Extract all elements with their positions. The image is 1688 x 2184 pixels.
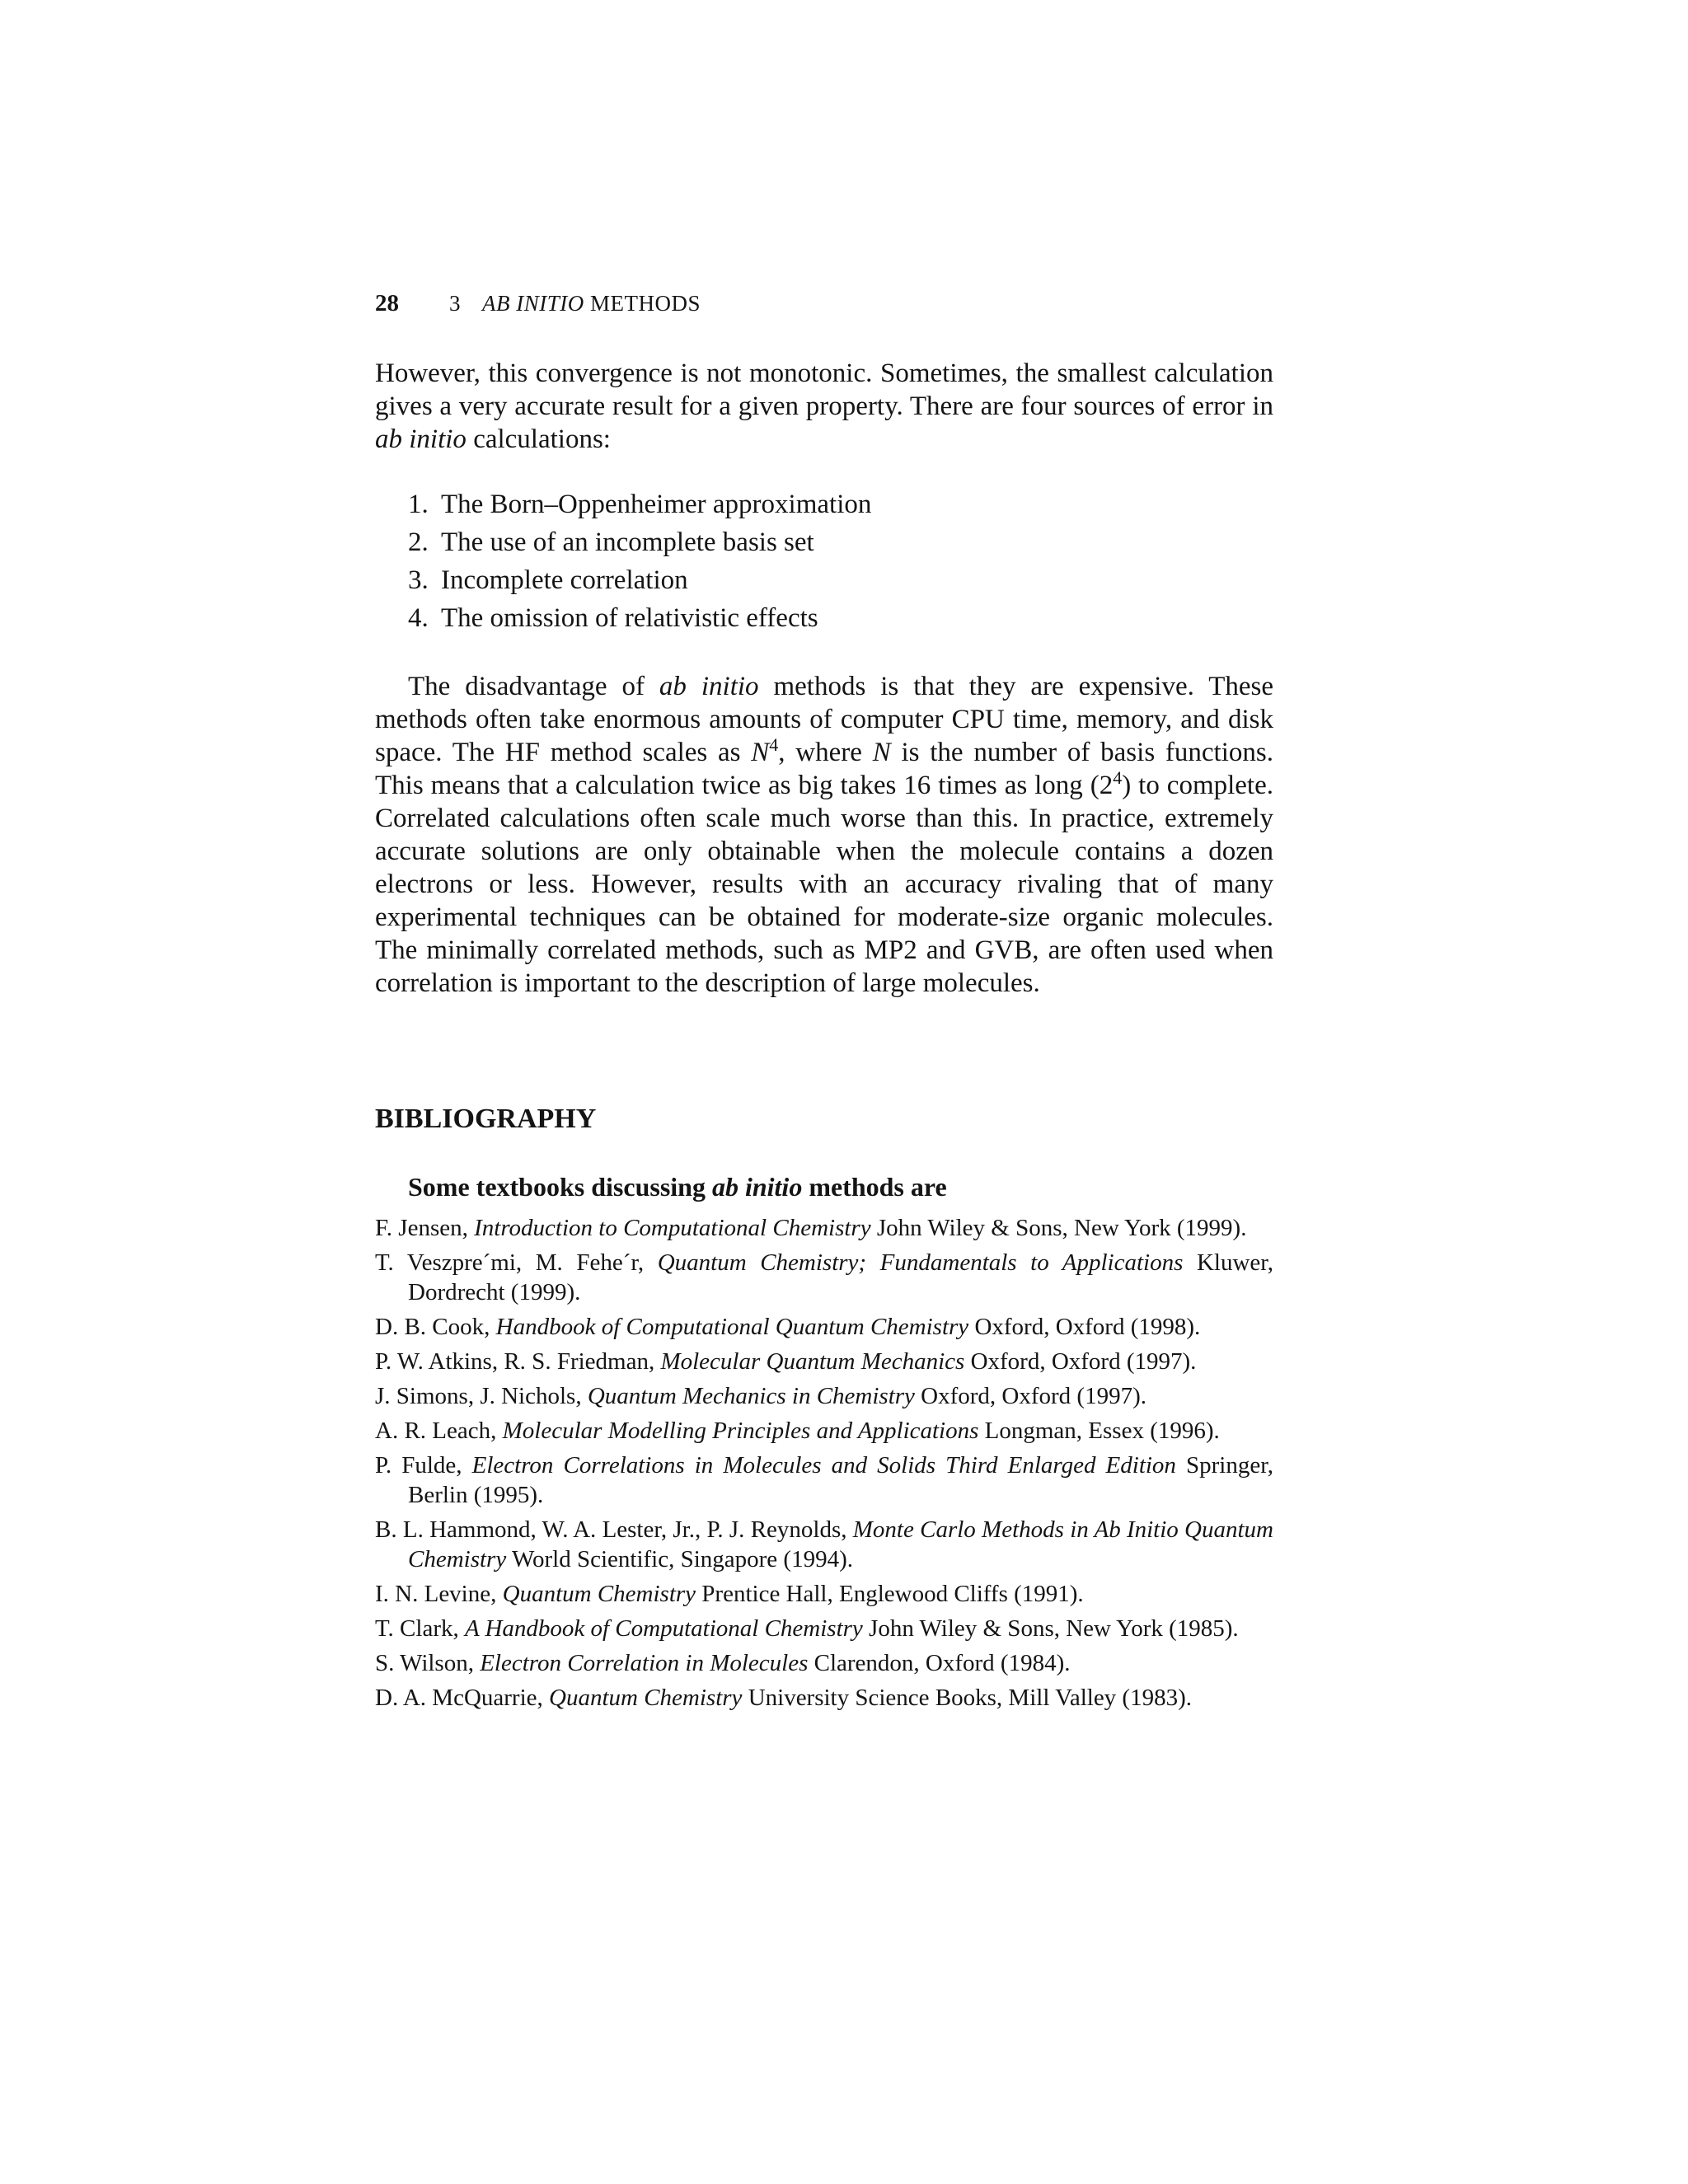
- reference-title: Quantum Chemistry; Fundamentals to Applications: [657, 1249, 1184, 1276]
- math-variable: N: [872, 738, 891, 767]
- reference-authors: B. L. Hammond, W. A. Lester, Jr., P. J. Reynolds,: [375, 1516, 853, 1543]
- reference-publisher: John Wiley & Sons, New York (1999).: [870, 1215, 1247, 1241]
- chapter-title: [482, 287, 701, 320]
- reference-list: [375, 1213, 1273, 1713]
- reference-entry: [375, 1213, 1273, 1243]
- reference-title: Molecular Modelling Principles and Applications: [502, 1418, 979, 1444]
- text-run: is the number of basis functions. This means that a calculation twice as big takes 16 times as long (2: [375, 738, 1273, 800]
- reference-publisher: Oxford, Oxford (1997).: [964, 1348, 1197, 1375]
- reference-entry: [375, 1381, 1273, 1411]
- reference-authors: D. B. Cook,: [375, 1314, 496, 1340]
- reference-title: Monte Carlo Methods in Ab Initio Quantum Chemistry: [408, 1516, 1273, 1572]
- reference-entry: [375, 1648, 1273, 1678]
- reference-authors: J. Simons, J. Nichols,: [375, 1383, 588, 1409]
- reference-title: Electron Correlations in Molecules and Solids Third Enlarged Edition: [471, 1452, 1176, 1479]
- math-variable: N: [751, 738, 770, 767]
- text-run: The disadvantage of: [408, 672, 659, 701]
- text-run: ) to complete. Correlated calculations often scale much worse than this. In practice, extremely accurate solutions are only obtainable when the molecule contains a dozen electrons or less. However, results with an accuracy rivaling that of many experimental techniques can be obtained for moderate-size organic molecules. The minimally correlated methods, such as MP2 and GVB, are often used when correlation is important to the description of large molecules.: [375, 771, 1273, 998]
- italic-term: ab initio: [711, 1172, 803, 1202]
- reference-publisher: Longman, Essex (1996).: [978, 1418, 1220, 1444]
- reference-authors: P. Fulde,: [375, 1452, 472, 1479]
- list-text: The use of an incomplete basis set: [441, 527, 814, 557]
- reference-publisher: Kluwer, Dordrecht (1999).: [408, 1249, 1274, 1305]
- running-head: [375, 287, 1273, 320]
- book-page: [375, 287, 1273, 1718]
- exponent: 4: [769, 734, 779, 755]
- exponent: 4: [1113, 767, 1123, 788]
- reference-title: Introduction to Computational Chemistry: [474, 1215, 871, 1241]
- text-run: However, this convergence is not monotonic. Sometimes, the smallest calculation gives a very accurate result for a given property. There are four sources of error in: [375, 359, 1273, 421]
- paragraph-disadvantage: [375, 670, 1273, 1000]
- chapter-number: 3: [449, 291, 461, 316]
- reference-authors: A. R. Leach,: [375, 1418, 503, 1444]
- reference-entry: [375, 1683, 1273, 1713]
- reference-publisher: Clarendon, Oxford (1984).: [808, 1650, 1071, 1676]
- reference-title: A Handbook of Computational Chemistry: [465, 1615, 863, 1642]
- list-text: The omission of relativistic effects: [441, 603, 818, 633]
- reference-title: Handbook of Computational Quantum Chemistry: [495, 1314, 969, 1340]
- text-run: Some textbooks discussing: [408, 1172, 712, 1202]
- reference-authors: T. Clark,: [375, 1615, 465, 1642]
- reference-authors: P. W. Atkins, R. S. Friedman,: [375, 1348, 661, 1375]
- list-item: [408, 485, 1273, 523]
- reference-title: Quantum Mechanics in Chemistry: [587, 1383, 915, 1409]
- italic-term: ab initio: [375, 424, 467, 454]
- reference-entry: [375, 1416, 1273, 1446]
- reference-publisher: Oxford, Oxford (1997).: [914, 1383, 1147, 1409]
- reference-entry: [375, 1614, 1273, 1643]
- bibliography-intro: [408, 1170, 1273, 1203]
- reference-title: Molecular Quantum Mechanics: [660, 1348, 965, 1375]
- bibliography-heading: BIBLIOGRAPHY: [375, 1104, 597, 1134]
- chapter-title-rest: METHODS: [584, 291, 701, 316]
- text-run: methods are: [802, 1172, 947, 1202]
- paragraph-convergence: [375, 357, 1273, 456]
- text-run: calculations:: [466, 424, 611, 454]
- reference-title: Quantum Chemistry: [502, 1581, 696, 1607]
- reference-authors: T. Veszpre´mi, M. Fehe´r,: [375, 1249, 658, 1276]
- reference-entry: [375, 1312, 1273, 1342]
- list-number: 3.: [408, 565, 429, 595]
- list-number: 2.: [408, 527, 429, 557]
- reference-entry: [375, 1347, 1273, 1376]
- reference-authors: I. N. Levine,: [375, 1581, 503, 1607]
- reference-entry: [375, 1248, 1273, 1307]
- reference-authors: S. Wilson,: [375, 1650, 481, 1676]
- reference-publisher: University Science Books, Mill Valley (1983).: [742, 1685, 1192, 1711]
- text-run: , where: [778, 738, 873, 767]
- error-sources-list: [408, 485, 1273, 637]
- list-number: 4.: [408, 603, 429, 633]
- reference-entry: [375, 1579, 1273, 1609]
- chapter-title-italic: AB INITIO: [482, 291, 584, 316]
- reference-publisher: Prentice Hall, Englewood Cliffs (1991).: [696, 1581, 1084, 1607]
- list-text: Incomplete correlation: [441, 565, 688, 595]
- reference-entry: [375, 1515, 1273, 1574]
- reference-publisher: World Scientific, Singapore (1994).: [506, 1546, 853, 1572]
- list-item: [408, 561, 1273, 599]
- reference-publisher: Oxford, Oxford (1998).: [968, 1314, 1201, 1340]
- reference-title: Quantum Chemistry: [549, 1685, 743, 1711]
- text-run: methods is that they are expensive. These methods often take enormous amounts of computer CPU time, memory, and disk space. The HF method scales as: [375, 672, 1273, 767]
- reference-entry: [375, 1451, 1273, 1510]
- list-text: The Born–Oppenheimer approximation: [441, 490, 872, 519]
- page-number: 28: [375, 290, 399, 316]
- reference-authors: F. Jensen,: [375, 1215, 475, 1241]
- reference-publisher: Springer, Berlin (1995).: [408, 1452, 1273, 1508]
- reference-authors: D. A. McQuarrie,: [375, 1685, 550, 1711]
- list-number: 1.: [408, 490, 429, 519]
- list-item: [408, 599, 1273, 637]
- italic-term: ab initio: [659, 672, 759, 701]
- reference-publisher: John Wiley & Sons, New York (1985).: [862, 1615, 1239, 1642]
- reference-title: Electron Correlation in Molecules: [480, 1650, 809, 1676]
- list-item: [408, 523, 1273, 561]
